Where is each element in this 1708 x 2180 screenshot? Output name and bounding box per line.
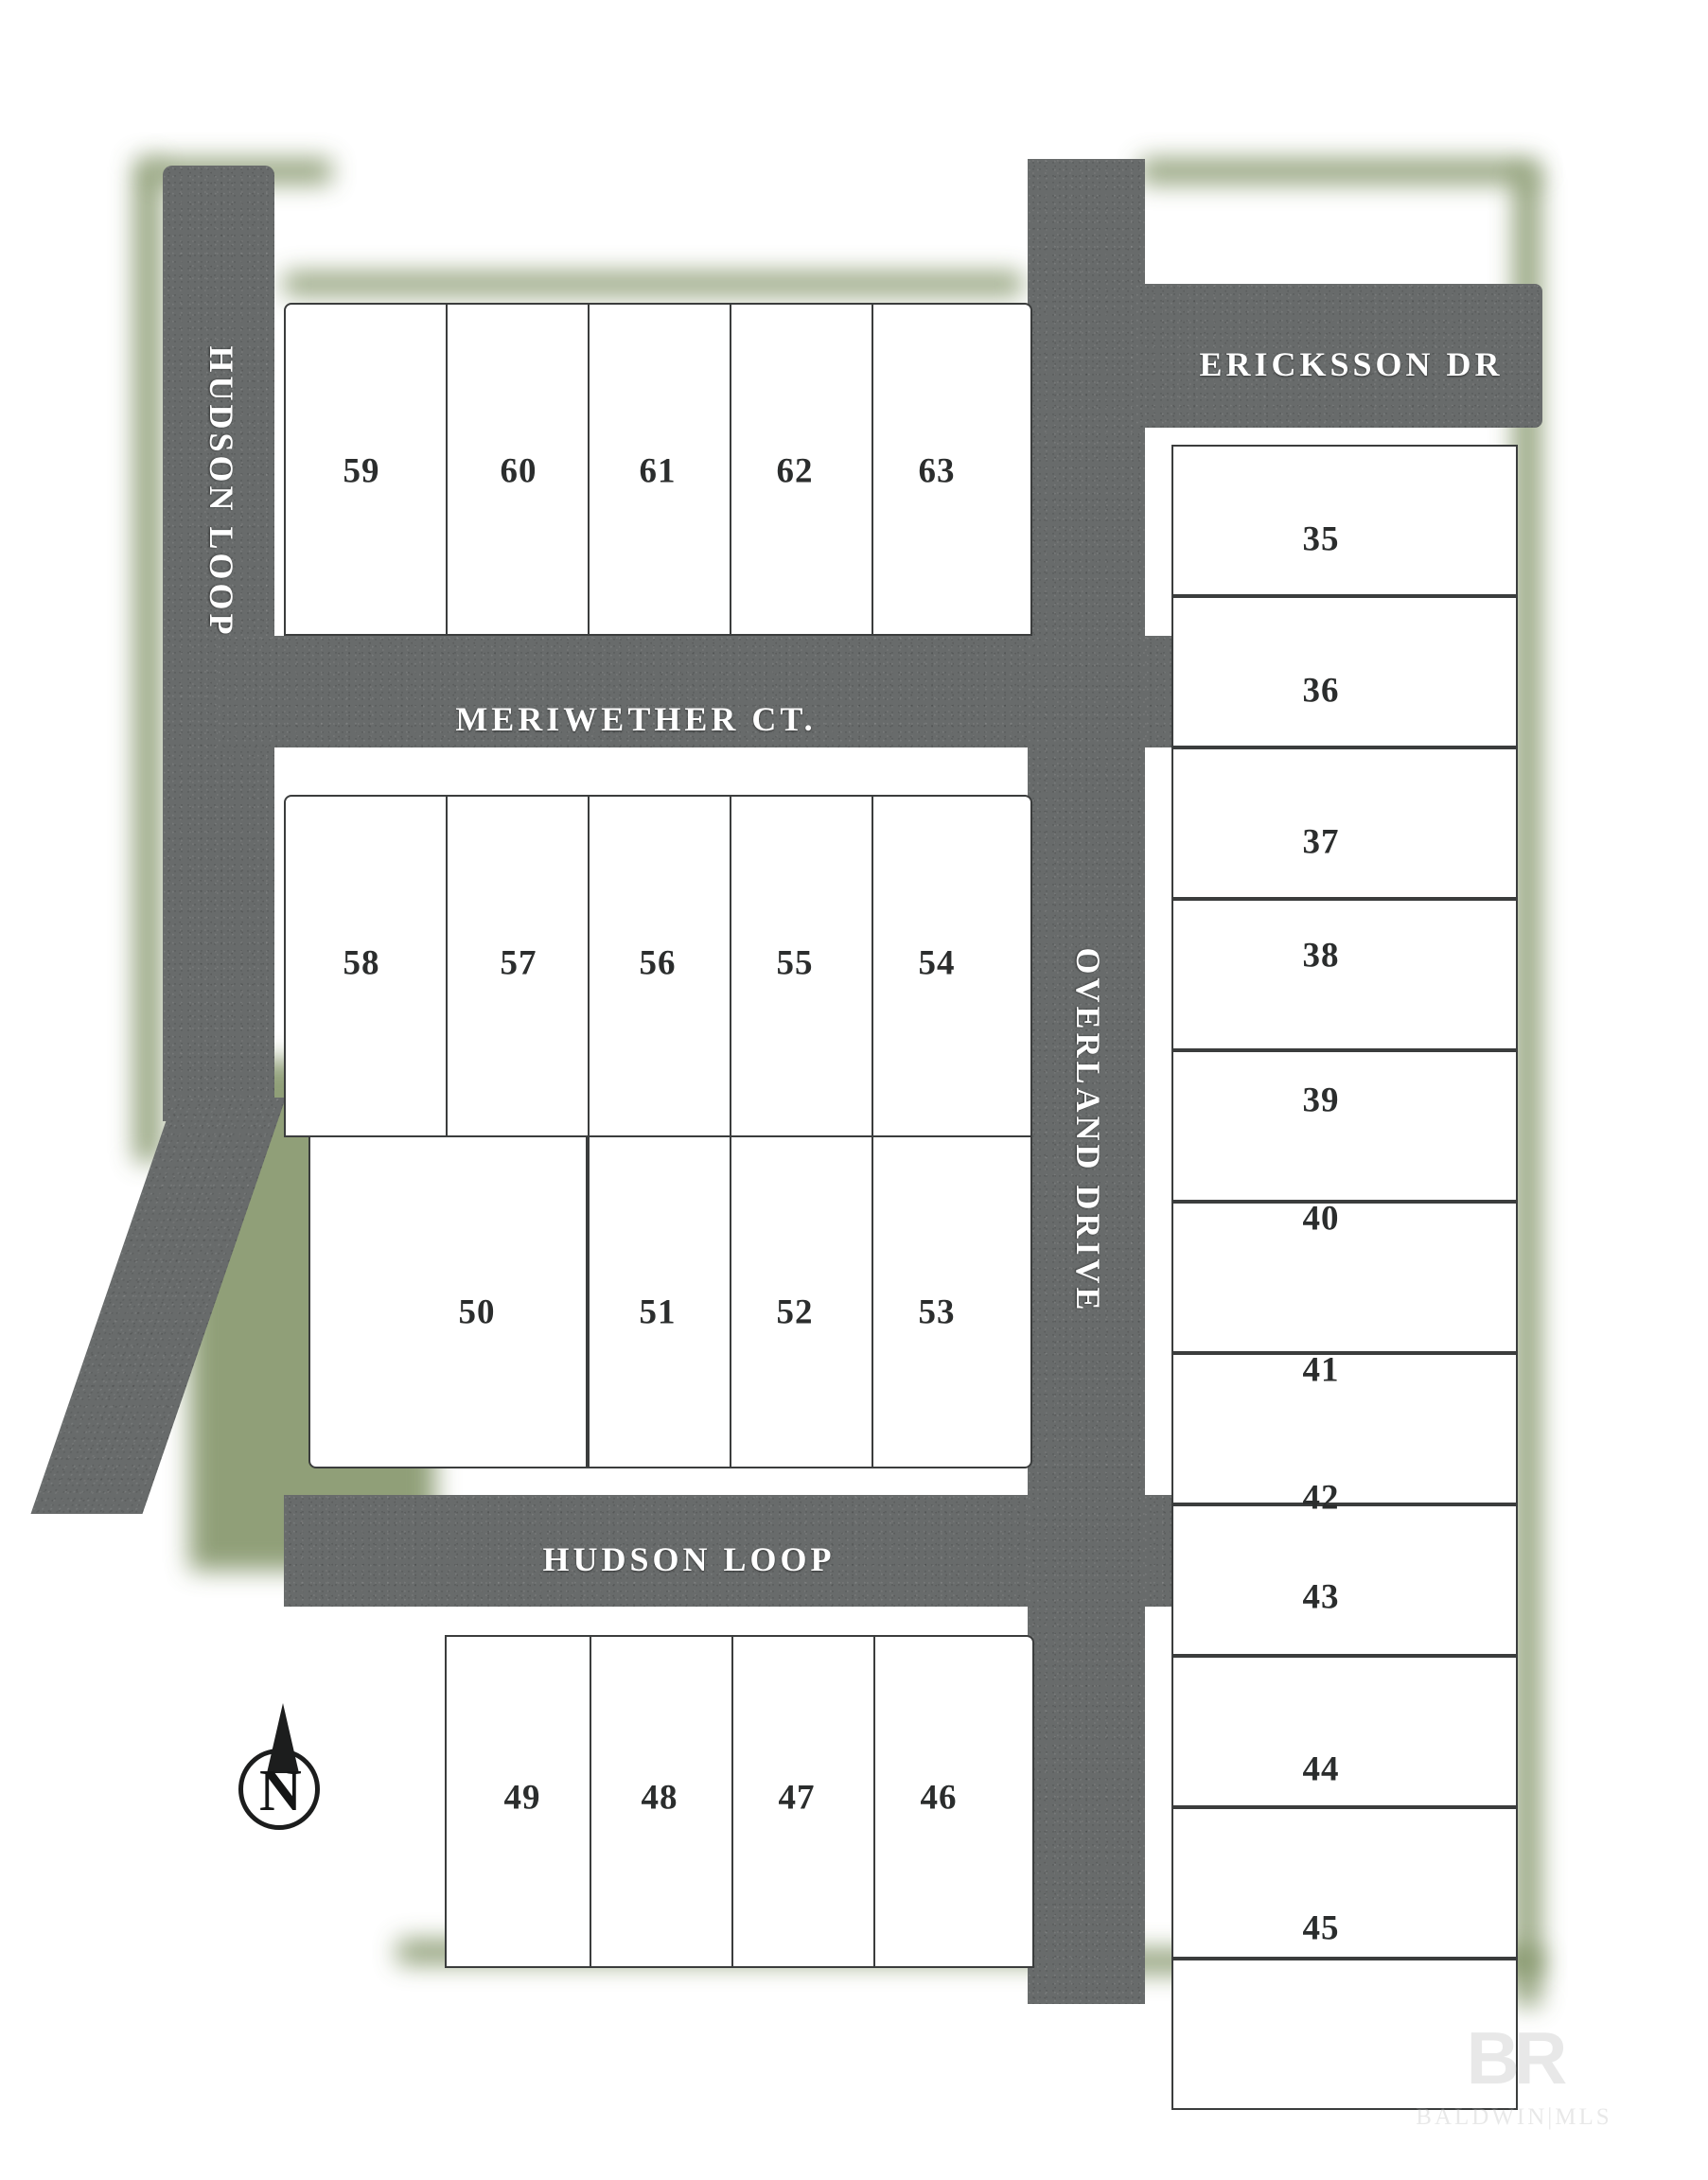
parcel-label-38: 38 — [1302, 936, 1340, 976]
parcel-51[interactable] — [588, 1135, 731, 1468]
parcel-44[interactable] — [1171, 1807, 1518, 1959]
parcel-46[interactable] — [873, 1635, 1034, 1968]
parcel-label-49: 49 — [503, 1778, 541, 1818]
parcel-39[interactable] — [1171, 1050, 1518, 1202]
parcel-label-37: 37 — [1302, 822, 1340, 862]
parcel-label-54: 54 — [918, 943, 956, 983]
parcel-label-55: 55 — [776, 943, 814, 983]
parcel-54[interactable] — [872, 795, 1032, 1137]
vegetation-edge-east — [1514, 170, 1541, 2006]
parcel-label-56: 56 — [639, 943, 677, 983]
parcel-38[interactable] — [1171, 899, 1518, 1050]
parcel-43[interactable] — [1171, 1656, 1518, 1807]
parcel-59[interactable] — [284, 303, 448, 636]
parcel-label-44: 44 — [1302, 1749, 1340, 1789]
parcel-label-53: 53 — [918, 1292, 956, 1332]
vegetation-edge-north-east — [1140, 159, 1538, 184]
road-label-hudson-loop-horizontal: HUDSON LOOP — [542, 1540, 836, 1578]
parcel-label-50: 50 — [458, 1292, 496, 1332]
parcel-label-39: 39 — [1302, 1081, 1340, 1120]
compass-north-label: N — [259, 1759, 302, 1823]
parcel-35[interactable] — [1171, 445, 1518, 596]
parcel-36[interactable] — [1171, 596, 1518, 747]
parcel-52[interactable] — [730, 1135, 873, 1468]
parcel-label-48: 48 — [641, 1778, 678, 1818]
parcel-label-42: 42 — [1302, 1478, 1340, 1518]
parcel-label-62: 62 — [776, 451, 814, 491]
parcel-37[interactable] — [1171, 747, 1518, 899]
parcel-42[interactable] — [1171, 1504, 1518, 1656]
watermark-text: BALDWIN|MLS — [1416, 2104, 1612, 2130]
parcel-label-59: 59 — [343, 451, 380, 491]
parcel-41[interactable] — [1171, 1353, 1518, 1504]
road-label-meriwether-ct: MERIWETHER CT. — [455, 700, 817, 738]
road-label-ericksson-dr: ERICKSSON DR — [1199, 345, 1504, 383]
parcel-label-63: 63 — [918, 451, 956, 491]
watermark — [1377, 2016, 1651, 2131]
parcel-label-52: 52 — [776, 1292, 814, 1332]
parcel-48[interactable] — [590, 1635, 733, 1968]
parcel-50[interactable] — [308, 1135, 588, 1468]
parcel-56[interactable] — [588, 795, 731, 1137]
parcel-label-43: 43 — [1302, 1577, 1340, 1617]
parcel-58[interactable] — [284, 795, 448, 1137]
parcel-label-60: 60 — [500, 451, 537, 491]
parcel-62[interactable] — [730, 303, 873, 636]
parcel-57[interactable] — [446, 795, 590, 1137]
parcel-60[interactable] — [446, 303, 590, 636]
parcel-label-57: 57 — [500, 943, 537, 983]
parcel-40[interactable] — [1171, 1202, 1518, 1353]
compass-rose — [225, 1703, 377, 1836]
parcel-label-58: 58 — [343, 943, 380, 983]
vegetation-edge-west — [134, 159, 161, 1162]
parcel-55[interactable] — [730, 795, 873, 1137]
watermark-logo: BR — [1466, 2016, 1562, 2100]
parcel-61[interactable] — [588, 303, 731, 636]
road-label-hudson-loop-vertical: HUDSON LOOP — [202, 345, 240, 639]
parcel-label-36: 36 — [1302, 671, 1340, 711]
parcel-label-51: 51 — [639, 1292, 677, 1332]
parcel-label-40: 40 — [1302, 1199, 1340, 1239]
parcel-49[interactable] — [445, 1635, 591, 1968]
parcel-label-46: 46 — [920, 1778, 958, 1818]
parcel-label-45: 45 — [1302, 1908, 1340, 1948]
parcel-label-47: 47 — [778, 1778, 816, 1818]
parcel-label-35: 35 — [1302, 519, 1340, 559]
road-label-overland-drive: OVERLAND DRIVE — [1069, 947, 1107, 1314]
parcel-53[interactable] — [872, 1135, 1032, 1468]
vegetation-edge-north-mid — [284, 272, 1022, 295]
parcel-47[interactable] — [731, 1635, 875, 1968]
parcel-label-41: 41 — [1302, 1350, 1340, 1390]
parcel-63[interactable] — [872, 303, 1032, 636]
parcel-label-61: 61 — [639, 451, 677, 491]
